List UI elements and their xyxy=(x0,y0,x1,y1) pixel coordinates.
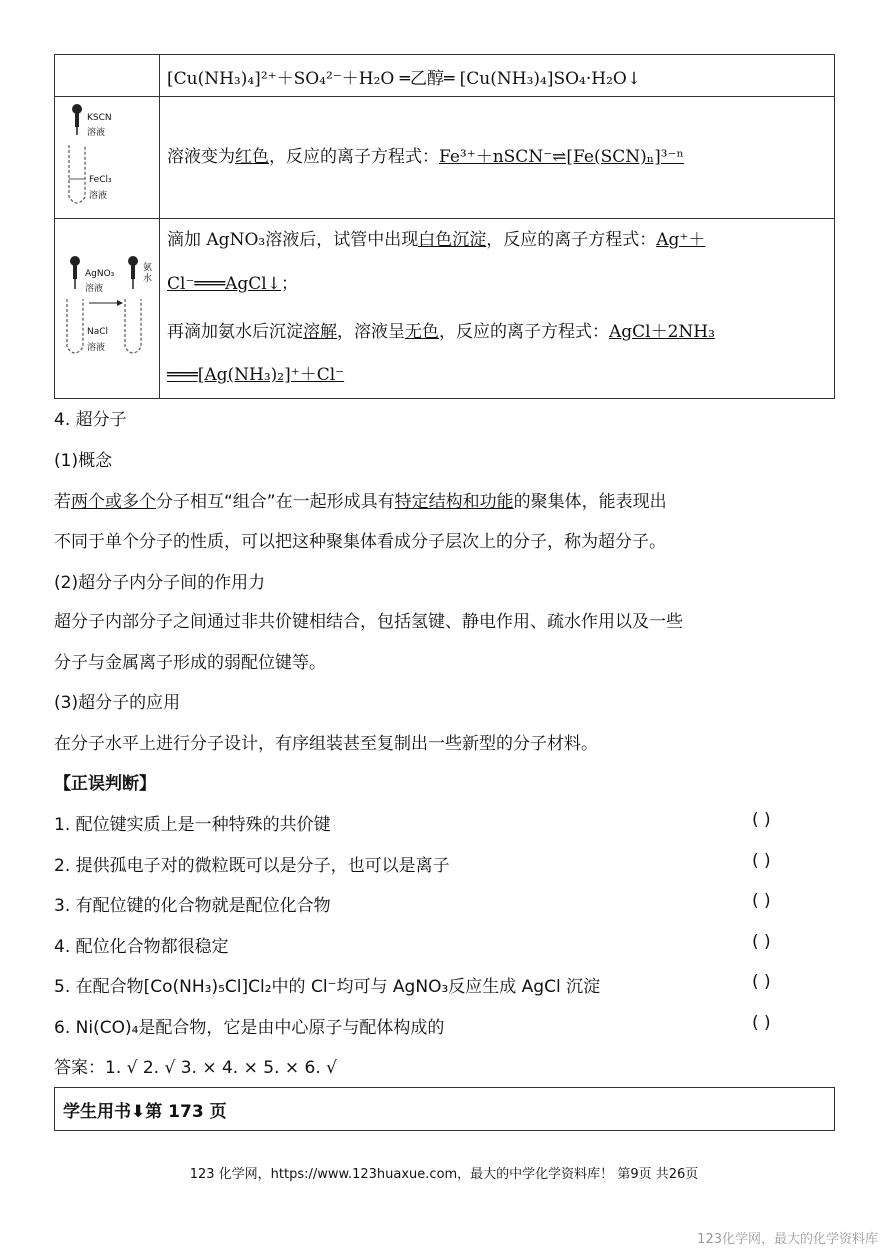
reagent-label: NaCl xyxy=(87,327,109,337)
paragraph-line: 在分子水平上进行分子设计，有序组装甚至复制出一些新型的分子材料。 xyxy=(54,734,598,754)
judge-item: 1. 配位键实质上是一种特殊的共价键 xyxy=(54,815,331,835)
image-cell xyxy=(55,219,160,399)
watermark: 123化学网，最大的化学资料库 xyxy=(697,1232,878,1247)
answer-blank: ( ) xyxy=(752,810,771,830)
reagent-label: 溶液 xyxy=(87,128,106,138)
paragraph-line: 分子与金属离子形成的弱配位键等。 xyxy=(54,653,326,673)
table-row xyxy=(55,96,834,218)
key-word: 白色沉淀 xyxy=(418,230,487,250)
equation-text: AgCl＋2NH₃ xyxy=(609,322,715,342)
answer-key: 答案：1. √ 2. √ 3. × 4. × 5. × 6. √ xyxy=(54,1058,337,1078)
paragraph-line: 不同于单个分子的性质，可以把这种聚集体看成分子层次上的分子，称为超分子。 xyxy=(54,532,666,552)
observation-line xyxy=(167,225,705,250)
section-heading: 4. 超分子 xyxy=(54,410,127,430)
text-cell xyxy=(167,219,826,399)
equation-text: Fe³⁺＋nSCN⁻⇌[Fe(SCN)ₙ]³⁻ⁿ xyxy=(439,147,684,167)
table-row xyxy=(55,55,834,96)
test-tube-agno3-illustration xyxy=(55,219,159,399)
textbook-reference-box xyxy=(54,1087,835,1131)
text: 再滴加氨水后沉淀 xyxy=(167,322,303,342)
judge-item: 6. Ni(CO)₄是配合物，它是由中心原子与配体构成的 xyxy=(54,1018,445,1038)
reagent-label: KSCN xyxy=(87,113,112,123)
table-row xyxy=(55,218,834,399)
text: ，反应的离子方程式： xyxy=(486,230,657,250)
judge-heading: 【正误判断】 xyxy=(54,774,156,794)
text: ，反应的离子方程式： xyxy=(439,322,609,342)
judge-item: 5. 在配合物[Co(NH₃)₅Cl]Cl₂中的 Cl⁻均可与 AgNO₃反应生成 AgCl 沉淀 xyxy=(54,977,601,997)
page-footer: 123 化学网，https://www.123huaxue.com，最大的中学化学资料库！ 第9页 共26页 xyxy=(189,1167,699,1182)
judge-item: 4. 配位化合物都很稳定 xyxy=(54,937,229,957)
textbook-reference: 学生用书⬇第 173 页 xyxy=(63,1102,227,1122)
key-word: 无色 xyxy=(405,322,439,342)
key-word: 两个或多个 xyxy=(71,492,156,512)
text-cell xyxy=(167,55,826,96)
equation-text: [Cu(NH₃)₄]²⁺＋SO₄²⁻＋H₂O ═乙醇═ [Cu(NH₃)₄]SO₄·H₂O↓ xyxy=(167,69,642,89)
reagent-label: 溶液 xyxy=(87,343,106,353)
answer-blank: ( ) xyxy=(752,932,771,952)
image-cell xyxy=(55,55,160,96)
equation-text: Cl⁻═══AgCl↓ xyxy=(167,274,281,294)
subsection-heading: (2)超分子内分子间的作用力 xyxy=(54,573,266,593)
reagent-label: 溶液 xyxy=(85,284,104,294)
text-cell xyxy=(167,97,826,218)
key-word: 特定结构和功能 xyxy=(394,492,514,512)
text: 若 xyxy=(54,492,71,512)
answer-blank: ( ) xyxy=(752,891,771,911)
paragraph-line xyxy=(54,487,667,512)
reaction-table xyxy=(54,54,835,399)
observation-text xyxy=(167,142,684,167)
key-word: 红色 xyxy=(235,147,269,167)
observation-line xyxy=(167,360,344,385)
observation-line xyxy=(167,317,715,342)
text: 滴加 AgNO₃溶液后，试管中出现 xyxy=(167,230,419,250)
observation-line xyxy=(167,269,298,294)
text: ，反应的离子方程式： xyxy=(269,147,439,167)
answer-blank: ( ) xyxy=(752,972,771,992)
text: 溶液变为 xyxy=(167,147,235,167)
reagent-label: 溶液 xyxy=(89,191,108,201)
text: 分子相互“组合”在一起形成具有 xyxy=(156,492,395,512)
reagent-label: AgNO₃ xyxy=(85,269,115,279)
equation-text: ═══[Ag(NH₃)₂]⁺＋Cl⁻ xyxy=(167,365,345,385)
answer-blank: ( ) xyxy=(752,1013,771,1033)
subsection-heading: (3)超分子的应用 xyxy=(54,693,181,713)
text: ，溶液呈 xyxy=(337,322,405,342)
image-cell xyxy=(55,97,160,218)
judge-item: 3. 有配位键的化合物就是配位化合物 xyxy=(54,896,331,916)
answer-blank: ( ) xyxy=(752,851,771,871)
text: ； xyxy=(280,274,298,294)
judge-item: 2. 提供孤电子对的微粒既可以是分子，也可以是离子 xyxy=(54,856,450,876)
reagent-label: FeCl₃ xyxy=(89,175,112,185)
text: 的聚集体，能表现出 xyxy=(513,492,667,512)
key-word: 溶解 xyxy=(303,322,337,342)
paragraph-line: 超分子内部分子之间通过非共价键相结合，包括氢键、静电作用、疏水作用以及一些 xyxy=(54,612,683,632)
subsection-heading: (1)概念 xyxy=(54,451,113,471)
reagent-label: 氨水 xyxy=(143,263,153,284)
equation-text: Ag⁺＋ xyxy=(656,230,706,250)
